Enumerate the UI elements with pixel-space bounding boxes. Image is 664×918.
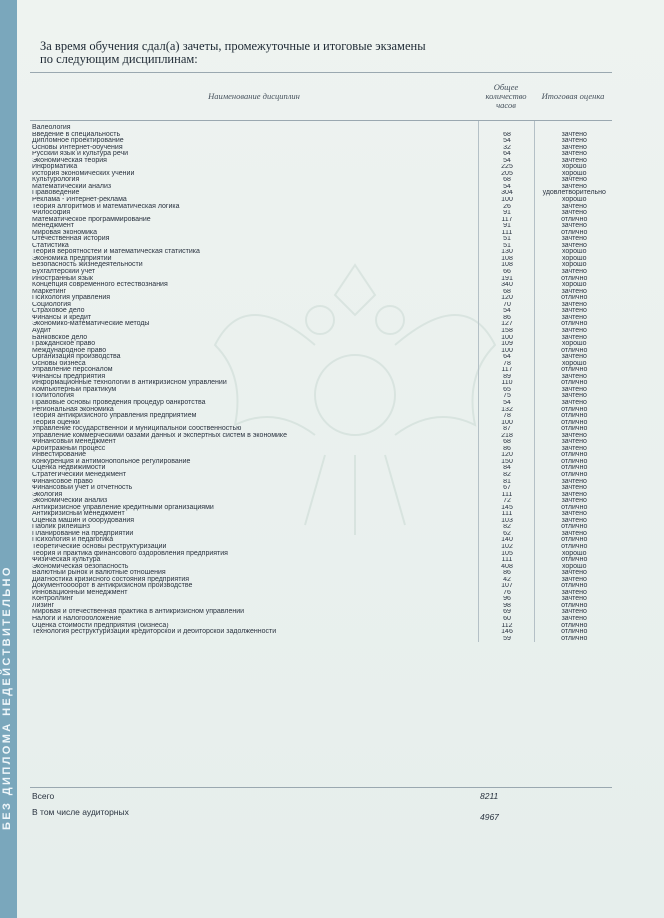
grade-cell: отлично xyxy=(561,347,588,354)
discipline-cell: Оценка машин и оборудования xyxy=(32,517,135,524)
grade-cell: зачтено xyxy=(561,203,587,210)
discipline-cell: Экономическая теория xyxy=(32,157,107,164)
grade-cell: зачтено xyxy=(561,373,587,380)
grade-cell: зачтено xyxy=(561,301,587,308)
discipline-cell: Экология xyxy=(32,491,63,498)
grade-cell: отлично xyxy=(561,275,588,282)
hours-cell: 205 xyxy=(478,171,534,178)
auditory-label: В том числе аудиторных xyxy=(32,807,129,817)
discipline-cell: Бухгалтерский учет xyxy=(32,269,96,276)
grade-cell: зачтено xyxy=(561,570,587,577)
auditory-value: 4967 xyxy=(480,812,499,822)
hours-cell: 51 xyxy=(478,236,534,243)
hours-cell: 54 xyxy=(478,138,534,145)
discipline-cell: Физическая культура xyxy=(32,557,101,564)
grade-cell: хорошо xyxy=(561,360,587,367)
grade-cell: зачтено xyxy=(561,314,587,321)
hours-cell: 108 xyxy=(478,262,534,269)
total-label: Всего xyxy=(32,791,55,801)
page-heading xyxy=(40,40,600,66)
discipline-cell: Организация производства xyxy=(32,354,121,361)
discipline-cell: Гражданское право xyxy=(32,341,96,348)
discipline-cell: Управление коммерческими базами данных и экспертных систем в экономике xyxy=(32,432,287,439)
discipline-cell: Технология реструктуризации кредиторской и дебиторской задолженности xyxy=(32,629,277,636)
hours-cell: 54 xyxy=(478,400,534,407)
grade-cell: зачтено xyxy=(561,596,587,603)
hours-cell: 66 xyxy=(478,269,534,276)
table-header-row xyxy=(30,73,612,121)
side-label: БЕЗ ДИПЛОМА НЕДЕЙСТВИТЕЛЬНО xyxy=(1,565,13,830)
grade-cell: отлично xyxy=(561,406,588,413)
hours-cell: 86 xyxy=(478,446,534,453)
hours-cell: 107 xyxy=(478,583,534,590)
grade-cell: хорошо xyxy=(561,249,587,256)
discipline-cell xyxy=(30,636,478,643)
hours-cell: 65 xyxy=(478,387,534,394)
discipline-cell: Лизинг xyxy=(32,602,55,609)
grade-cell: зачтено xyxy=(561,393,587,400)
grade-cell: зачтено xyxy=(561,157,587,164)
discipline-cell: Финансовый учет и отчетность xyxy=(32,485,133,492)
grade-cell: зачтено xyxy=(561,151,587,158)
discipline-cell: Планирование на предприятии xyxy=(32,530,134,537)
grade-cell: зачтено xyxy=(561,616,587,623)
discipline-cell: Маркетинг xyxy=(32,288,67,295)
hours-cell: 86 xyxy=(478,315,534,322)
discipline-cell: Безопасность жизнедеятельности xyxy=(32,262,143,269)
hours-cell: 72 xyxy=(478,498,534,505)
hours-cell: 111 xyxy=(478,557,534,564)
discipline-cell: Концепция современного естествознания xyxy=(32,282,168,289)
hours-cell: 150 xyxy=(478,459,534,466)
hours-cell: 82 xyxy=(478,524,534,531)
table-row xyxy=(30,121,612,132)
discipline-cell: Региональная экономика xyxy=(32,406,114,413)
discipline-cell: Политология xyxy=(32,393,74,400)
grade-cell: отлично xyxy=(561,471,588,478)
table-row xyxy=(30,636,612,643)
discipline-cell: Экономико-математические методы xyxy=(32,321,150,328)
grades-table xyxy=(30,72,612,642)
grade-cell: отлично xyxy=(561,367,588,374)
grade-cell: зачтено xyxy=(561,478,587,485)
grade-cell: зачтено xyxy=(561,288,587,295)
discipline-cell: Мировая и отечественная практика в антикризисном управлении xyxy=(32,609,245,616)
grade-cell: отлично xyxy=(561,380,588,387)
hours-cell: 304 xyxy=(478,190,534,197)
discipline-cell: Финансы предприятия xyxy=(32,373,106,380)
grade-cell: удовлетворительно xyxy=(542,190,606,197)
discipline-cell: Математический анализ xyxy=(32,183,112,190)
grade-cell: зачтено xyxy=(561,511,587,518)
discipline-cell: Дипломное проектирование xyxy=(32,138,124,145)
discipline-cell: Управление государственной и муниципальной собственностью xyxy=(32,426,242,433)
hours-cell: 54 xyxy=(478,308,534,315)
discipline-cell: Русский язык и культура речи xyxy=(32,151,129,158)
hours-cell: 32 xyxy=(478,145,534,152)
grade-cell: хорошо xyxy=(561,282,587,289)
discipline-cell: Финансовое право xyxy=(32,478,93,485)
hours-cell: 26 xyxy=(478,204,534,211)
hours-cell: 130 xyxy=(478,249,534,256)
total-value: 8211 xyxy=(480,791,499,801)
discipline-cell: Управление персоналом xyxy=(32,367,113,374)
grade-cell: зачтено xyxy=(561,334,587,341)
discipline-cell: Арбитражный процесс xyxy=(32,445,106,452)
grade-cell: зачтено xyxy=(561,609,587,616)
grade-cell: отлично xyxy=(561,419,588,426)
hours-cell: 98 xyxy=(478,603,534,610)
grade-cell: отлично xyxy=(561,602,588,609)
grade-cell: зачтено xyxy=(561,242,587,249)
discipline-cell: Инвестирование xyxy=(32,452,87,459)
grade-cell: зачтено xyxy=(561,131,587,138)
hours-cell: 102 xyxy=(478,544,534,551)
discipline-cell: Налоги и налогообложение xyxy=(32,616,122,623)
discipline-cell: Оценка стоимости предприятия (бизнеса) xyxy=(32,622,169,629)
hours-cell: 64 xyxy=(478,354,534,361)
discipline-cell: Теория вероятностей и математическая статистика xyxy=(32,249,200,256)
hours-cell: 408 xyxy=(478,564,534,571)
hours-cell: 127 xyxy=(478,321,534,328)
totals-block xyxy=(30,787,612,820)
grade-cell: отлично xyxy=(561,583,588,590)
discipline-cell: Мировая экономика xyxy=(32,229,97,236)
discipline-cell: Антикризисный менеджмент xyxy=(32,511,125,518)
grade-cell: отлично xyxy=(561,629,588,636)
grade-cell: хорошо xyxy=(561,262,587,269)
discipline-cell: Банковское дело xyxy=(32,334,88,341)
discipline-cell: Финансовый менеджмент xyxy=(32,439,116,446)
discipline-cell: Антикризисное управление кредитными организациями xyxy=(32,504,214,511)
discipline-cell: Основы бизнеса xyxy=(32,360,86,367)
discipline-cell: Информатика xyxy=(32,164,78,171)
grade-cell: зачтено xyxy=(561,183,587,190)
grade-cell: хорошо xyxy=(561,341,587,348)
grade-cell: хорошо xyxy=(561,550,587,557)
grade-cell: отлично xyxy=(561,458,588,465)
discipline-cell: Психология и педагогика xyxy=(32,537,114,544)
hours-cell: 100 xyxy=(478,335,534,342)
grade-cell: зачтено xyxy=(561,210,587,217)
discipline-cell: Отечественная история xyxy=(32,236,110,243)
grade-cell: зачтено xyxy=(561,386,587,393)
hours-cell: 146 xyxy=(478,629,534,636)
hours-cell: 105 xyxy=(478,551,534,558)
grade-cell: отлично xyxy=(561,537,588,544)
discipline-cell: Теория алгоритмов и математическая логика xyxy=(32,203,180,210)
hours-cell: 59 xyxy=(478,636,534,643)
hours-cell: 60 xyxy=(478,616,534,623)
auditory-hours-row xyxy=(30,804,612,820)
hours-cell: 111 xyxy=(478,492,534,499)
hours-cell: 84 xyxy=(478,465,534,472)
hours-cell: 112 xyxy=(478,623,534,630)
hours-cell: 51 xyxy=(478,243,534,250)
grade-cell: зачтено xyxy=(561,223,587,230)
discipline-cell: Паблик рилейшнз xyxy=(32,524,91,531)
hours-cell: 110 xyxy=(478,380,534,387)
hours-cell: 68 xyxy=(478,289,534,296)
grade-cell: зачтено xyxy=(561,177,587,184)
grade-cell xyxy=(534,121,612,132)
grade-cell: зачтено xyxy=(561,327,587,334)
grade-cell: зачтено xyxy=(561,144,587,151)
discipline-cell: Экономическая безопасность xyxy=(32,563,129,570)
discipline-cell: Финансы и кредит xyxy=(32,314,92,321)
hours-cell: 158 xyxy=(478,328,534,335)
discipline-cell: Теория антикризисного управления предприятием xyxy=(32,413,197,420)
hours-cell: 70 xyxy=(478,302,534,309)
discipline-cell: Международное право xyxy=(32,347,107,354)
hours-cell: 103 xyxy=(478,518,534,525)
hours-cell: 91 xyxy=(478,210,534,217)
grade-cell: зачтено xyxy=(561,576,587,583)
grade-cell: зачтено xyxy=(561,491,587,498)
heading-line-2: по следующим дисциплинам: xyxy=(40,52,198,66)
hours-cell: 75 xyxy=(478,393,534,400)
hours-cell: 132 xyxy=(478,407,534,414)
grade-cell: зачтено xyxy=(561,432,587,439)
hours-cell xyxy=(478,121,534,132)
grade-cell: отлично xyxy=(561,229,588,236)
hours-cell: 100 xyxy=(478,420,534,427)
grade-cell: зачтено xyxy=(561,308,587,315)
discipline-cell: Культурология xyxy=(32,177,80,184)
discipline-cell: Конкуренция и антимонопольное регулирование xyxy=(32,458,191,465)
discipline-cell: История экономических учений xyxy=(32,170,135,177)
grade-cell: отлично xyxy=(561,413,588,420)
grade-cell: зачтено xyxy=(561,530,587,537)
grade-cell: зачтено xyxy=(561,439,587,446)
hours-cell: 340 xyxy=(478,282,534,289)
discipline-cell: Правоведение xyxy=(32,190,80,197)
discipline-cell: Теоретические основы реструктуризации xyxy=(32,544,167,550)
grade-cell: отлично xyxy=(561,504,588,511)
grade-cell: отлично xyxy=(561,321,588,328)
hours-cell: 54 xyxy=(478,158,534,165)
grade-cell: хорошо xyxy=(561,255,587,262)
hours-cell: 100 xyxy=(478,348,534,355)
hours-cell: 54 xyxy=(478,184,534,191)
discipline-cell: Валеология xyxy=(32,124,71,131)
grade-cell: зачтено xyxy=(561,485,587,492)
grade-cell: отлично xyxy=(561,216,588,223)
hours-cell: 120 xyxy=(478,295,534,302)
hours-cell: 117 xyxy=(478,367,534,374)
grade-cell: зачтено xyxy=(561,236,587,243)
discipline-cell: Инновационный менеджмент xyxy=(32,589,128,596)
discipline-cell: Компьютерный практикум xyxy=(32,386,117,393)
discipline-cell: Экономика предприятий xyxy=(32,255,112,262)
total-hours-row xyxy=(30,788,612,804)
hours-cell: 62 xyxy=(478,531,534,538)
side-strip xyxy=(0,0,17,918)
discipline-cell: Введение в специальность xyxy=(32,131,121,138)
grade-column-header: Итоговая оценка xyxy=(534,73,612,121)
grade-cell: отлично xyxy=(561,452,588,459)
grade-cell: хорошо xyxy=(561,164,587,171)
discipline-cell: Информационные технологии в антикризисном управлении xyxy=(32,380,227,387)
grade-cell: отлично xyxy=(561,465,588,472)
discipline-cell: Правовые основы проведения процедур банкротства xyxy=(32,399,206,406)
grade-cell: хорошо xyxy=(561,170,587,177)
hours-cell: 108 xyxy=(478,256,534,263)
hours-cell: 145 xyxy=(478,505,534,512)
grade-cell: отлично xyxy=(561,557,588,564)
discipline-cell: Реклама - Интернет-реклама xyxy=(32,197,127,204)
discipline-cell: Социология xyxy=(32,301,71,308)
grade-cell: отлично xyxy=(561,544,588,550)
discipline-cell: Оценка недвижимости xyxy=(32,465,106,472)
discipline-cell: Иностранный язык xyxy=(32,275,93,282)
discipline-cell: Менеджмент xyxy=(32,223,74,230)
grade-cell: отлично xyxy=(561,622,588,629)
hours-cell: 82 xyxy=(478,472,534,479)
grade-cell: зачтено xyxy=(561,589,587,596)
grade-cell: зачтено xyxy=(561,354,587,361)
grade-cell: зачтено xyxy=(561,399,587,406)
hours-cell: 76 xyxy=(478,590,534,597)
hours-cell: 111 xyxy=(478,230,534,237)
discipline-cell: Документооборот в антикризисном производстве xyxy=(32,583,193,590)
heading-line-1: За время обучения сдал(а) зачеты, промежуточные и итоговые экзамены xyxy=(40,39,426,53)
hours-cell: 81 xyxy=(478,479,534,486)
discipline-column-header: Наименование дисциплин xyxy=(30,73,478,121)
grade-cell: отлично xyxy=(561,295,588,302)
grade-cell: отлично xyxy=(561,524,588,531)
hours-cell: 100 xyxy=(478,197,534,204)
hours-cell: 64 xyxy=(478,151,534,158)
hours-column-header: Общее количество часов xyxy=(478,73,534,121)
grade-cell: хорошо xyxy=(561,563,587,570)
hours-cell: 91 xyxy=(478,223,534,230)
grade-cell: зачтено xyxy=(561,138,587,145)
hours-cell: 42 xyxy=(478,577,534,584)
hours-cell: 96 xyxy=(478,596,534,603)
hours-cell: 68 xyxy=(478,132,534,139)
discipline-cell: Экономический анализ xyxy=(32,498,108,505)
grade-cell: отлично xyxy=(561,426,588,433)
discipline-cell: Основы Интернет-обучения xyxy=(32,144,123,151)
hours-cell: 140 xyxy=(478,537,534,544)
hours-cell: 78 xyxy=(478,361,534,368)
grade-cell: хорошо xyxy=(561,197,587,204)
hours-cell: 68 xyxy=(478,177,534,184)
hours-cell: 191 xyxy=(478,276,534,283)
grade-cell: зачтено xyxy=(561,517,587,524)
grade-cell: зачтено xyxy=(561,269,587,276)
hours-cell: 218 xyxy=(478,433,534,440)
discipline-cell: Стратегический менеджмент xyxy=(32,471,127,478)
hours-cell: 87 xyxy=(478,426,534,433)
hours-cell: 89 xyxy=(478,374,534,381)
discipline-cell: Психология управления xyxy=(32,295,111,302)
grade-cell: зачтено xyxy=(561,445,587,452)
hours-cell: 86 xyxy=(478,570,534,577)
hours-cell: 225 xyxy=(478,164,534,171)
hours-cell: 78 xyxy=(478,413,534,420)
hours-cell: 111 xyxy=(478,511,534,518)
discipline-cell: Теория и практика финансового оздоровления предприятия xyxy=(32,550,228,557)
discipline-cell: Страховое дело xyxy=(32,308,85,315)
hours-cell: 120 xyxy=(478,452,534,459)
hours-cell: 117 xyxy=(478,217,534,224)
discipline-cell: Контроллинг xyxy=(32,596,74,603)
hours-cell: 67 xyxy=(478,485,534,492)
hours-cell: 109 xyxy=(478,341,534,348)
discipline-cell: Диагностика кризисного состояния предприятия xyxy=(32,576,190,583)
discipline-cell: Аудит xyxy=(32,327,52,334)
discipline-cell: Теория оценки xyxy=(32,419,80,426)
discipline-cell: Математическое программирование xyxy=(32,216,151,223)
grades-table-body xyxy=(30,121,612,643)
discipline-cell: Статистика xyxy=(32,242,69,249)
discipline-cell: Валютный рынок и валютные отношения xyxy=(32,570,166,577)
hours-cell: 68 xyxy=(478,439,534,446)
hours-cell: 69 xyxy=(478,609,534,616)
discipline-cell: Философия xyxy=(32,210,71,217)
grade-cell: отлично xyxy=(561,635,588,642)
grade-cell: зачтено xyxy=(561,498,587,505)
